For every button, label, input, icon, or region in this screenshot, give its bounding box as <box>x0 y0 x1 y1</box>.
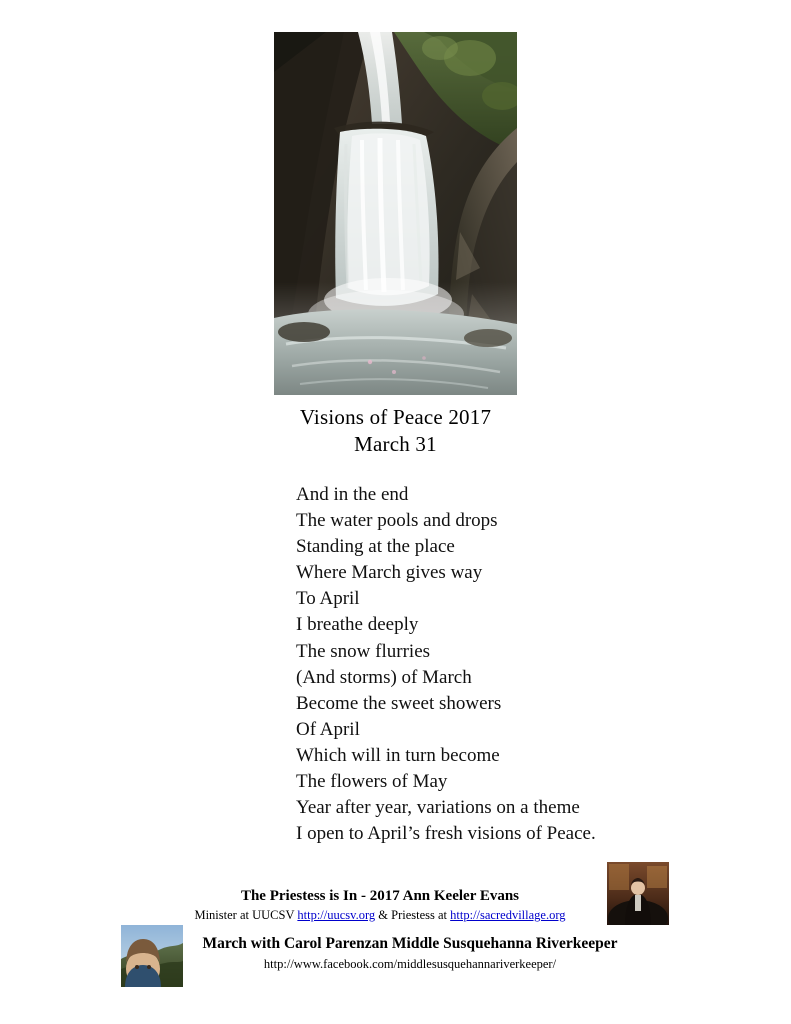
credits-separator: & Priestess at <box>375 908 451 922</box>
poem-line: I open to April’s fresh visions of Peace. <box>296 823 596 845</box>
uucsv-link[interactable]: http://uucsv.org <box>297 908 376 922</box>
poem-line: The snow flurries <box>296 640 431 662</box>
poem-line: Year after year, variations on a theme <box>296 797 580 819</box>
poem-line: Where March gives way <box>296 562 483 584</box>
facebook-url-line[interactable]: http://www.facebook.com/middlesusquehannariverkeeper/ <box>263 957 557 971</box>
riverkeeper-credit-line: March with Carol Parenzan Middle Susquehanna Riverkeeper <box>202 935 618 952</box>
minister-credit-line <box>0 908 760 923</box>
poem-line: And in the end <box>296 484 409 505</box>
page-title: Visions of Peace 2017 <box>299 405 492 429</box>
poem-line: Which will in turn become <box>296 744 500 766</box>
minister-prefix: Minister at UUCSV <box>194 908 298 922</box>
sacredvillage-link[interactable]: http://sacredvillage.org <box>450 908 566 922</box>
poem-line: To April <box>296 588 360 610</box>
poem-line: I breathe deeply <box>296 614 419 636</box>
poem-line: (And storms) of March <box>296 666 472 688</box>
poem-line: The water pools and drops <box>296 510 498 532</box>
poem-line: Of April <box>296 718 360 740</box>
document-title-block <box>0 404 791 458</box>
poem-line: The flowers of May <box>296 771 448 793</box>
poem-line: Become the sweet showers <box>296 692 502 714</box>
waterfall-photo <box>274 32 517 395</box>
poem-body <box>296 482 716 847</box>
poem-line: Standing at the place <box>296 536 455 558</box>
page-subtitle-date: March 31 <box>354 432 437 456</box>
priestess-credit-line: The Priestess is In - 2017 Ann Keeler Evans <box>240 888 520 904</box>
